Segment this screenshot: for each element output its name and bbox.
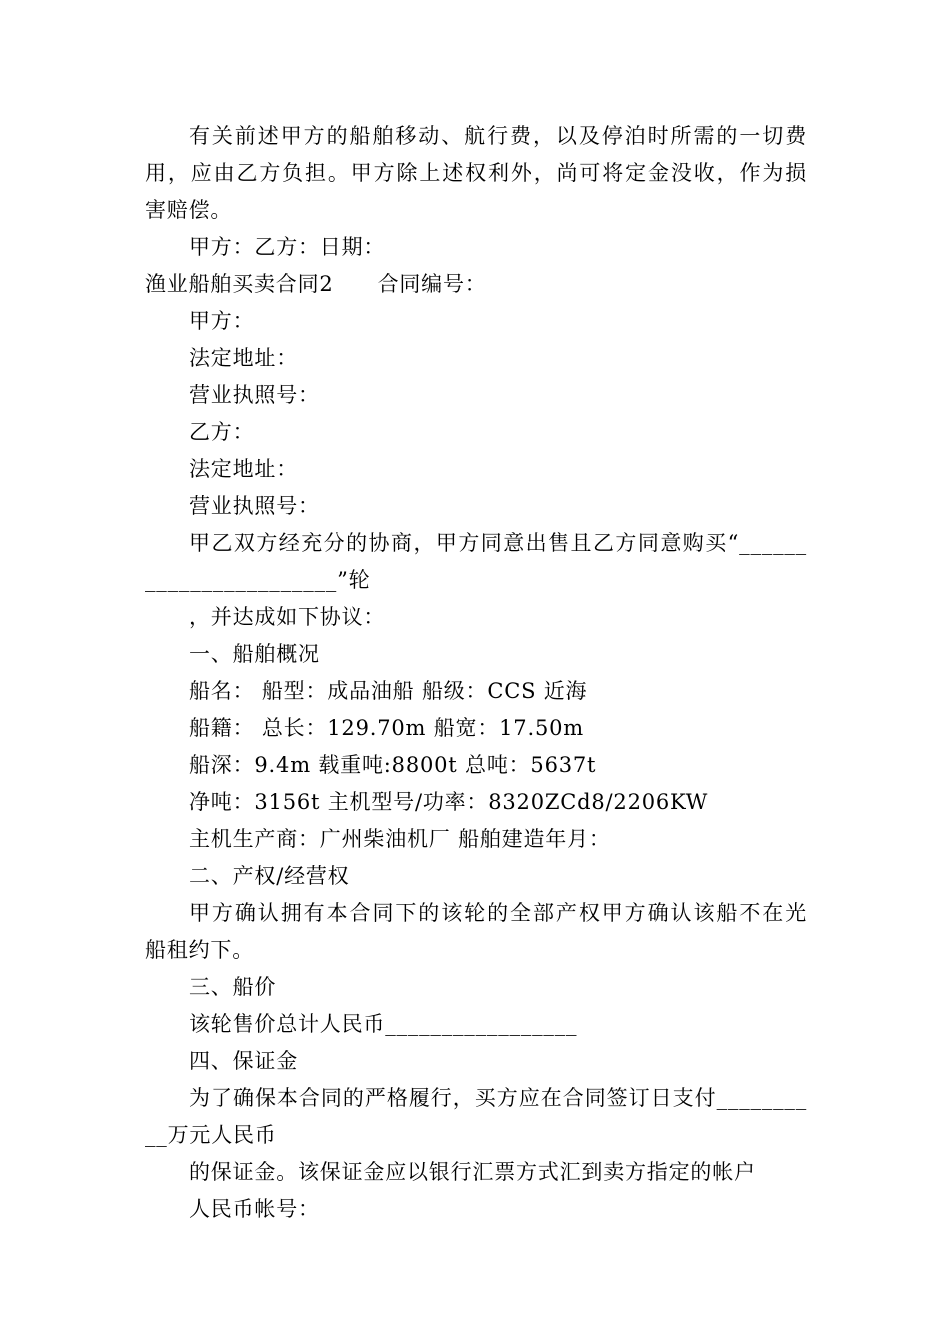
ship-info-line: 船深：9.4m 载重吨:8800t 总吨：5637t <box>189 753 597 777</box>
section-heading: 一、船舶概况 <box>189 642 320 666</box>
ship-info-line: 净吨：3156t 主机型号/功率：8320ZCd8/2206KW <box>189 790 709 814</box>
paragraph-line: 害赔偿。 <box>145 198 233 222</box>
contract-title: 渔业船舶买卖合同2 <box>145 272 334 296</box>
paragraph-line: 用，应由乙方负担。甲方除上述权利外，尚可将定金没收，作为损 <box>145 161 807 185</box>
contract-number-label: 合同编号： <box>377 272 487 296</box>
section-heading: 二、产权/经营权 <box>189 864 350 888</box>
ship-info-line: 船名： 船型：成品油船 船级：CCS 近海 <box>189 679 588 703</box>
party-a-license-label: 营业执照号： <box>189 383 320 407</box>
paragraph-line: 船租约下。 <box>145 938 254 962</box>
section-heading: 三、船价 <box>189 975 277 999</box>
document-page <box>145 118 807 1228</box>
paragraph-line: 有关前述甲方的船舶移动、航行费，以及停泊时所需的一切费 <box>189 124 807 148</box>
paragraph-line: 甲方确认拥有本合同下的该轮的全部产权甲方确认该船不在光 <box>189 901 807 925</box>
signature-line: 甲方：乙方：日期： <box>189 235 386 259</box>
paragraph-line: _________________”轮 <box>145 568 371 592</box>
paragraph-line: ，并达成如下协议： <box>189 605 386 629</box>
ship-info-line: 船籍： 总长：129.70m 船宽：17.50m <box>189 716 584 740</box>
paragraph-line: 的保证金。该保证金应以银行汇票方式汇到卖方指定的帐户 <box>189 1160 756 1184</box>
paragraph-line: 为了确保本合同的严格履行，买方应在合同签订日支付________ <box>189 1086 807 1110</box>
contract-title-line <box>145 266 807 303</box>
section-heading: 四、保证金 <box>189 1049 298 1073</box>
party-a-address-label: 法定地址： <box>189 346 298 370</box>
party-b-address-label: 法定地址： <box>189 457 298 481</box>
paragraph-line: 甲乙双方经充分的协商，甲方同意出售且乙方同意购买“______ <box>189 531 807 555</box>
price-line: 该轮售价总计人民币_________________ <box>189 1012 578 1036</box>
party-b-license-label: 营业执照号： <box>189 494 320 518</box>
party-a-label: 甲方： <box>189 309 255 333</box>
ship-info-line: 主机生产商：广州柴油机厂 船舶建造年月： <box>189 827 611 851</box>
account-label: 人民币帐号： <box>189 1197 320 1221</box>
party-b-label: 乙方： <box>189 420 255 444</box>
paragraph-line: __万元人民币 <box>145 1123 277 1147</box>
